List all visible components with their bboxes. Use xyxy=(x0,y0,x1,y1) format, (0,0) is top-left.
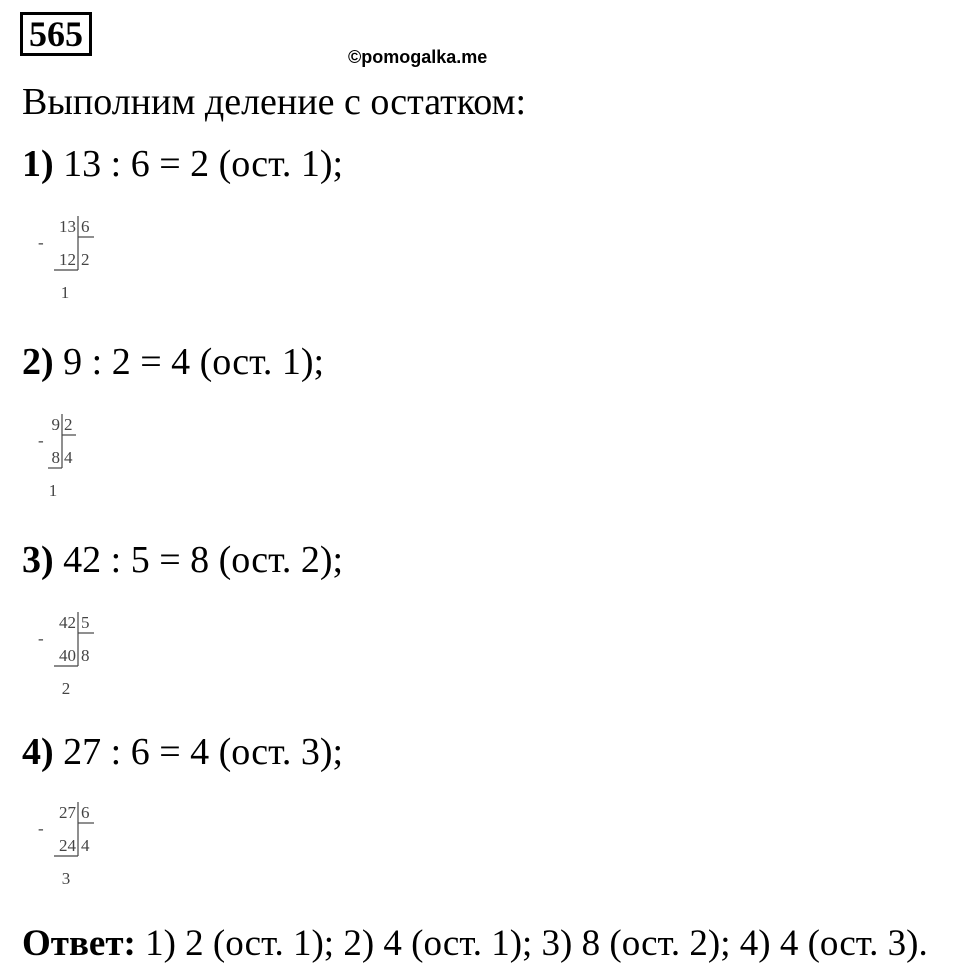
remainder: 1 xyxy=(60,283,70,302)
divisor: 5 xyxy=(81,613,90,632)
product: 12 xyxy=(59,250,76,269)
remainder: 2 xyxy=(61,679,71,698)
task-number: 565 xyxy=(20,12,92,56)
item-4-long-division xyxy=(38,798,118,895)
product: 8 xyxy=(51,448,60,467)
minus-sign: - xyxy=(38,233,44,252)
item-2-long-division xyxy=(38,410,118,507)
product: 24 xyxy=(59,836,76,855)
divisor: 2 xyxy=(64,415,73,434)
item-2-expression: 9 : 2 = 4 (ост. 1); xyxy=(63,341,325,383)
item-3-line xyxy=(22,538,343,582)
quotient: 4 xyxy=(64,448,73,467)
item-3-expression: 42 : 5 = 8 (ост. 2); xyxy=(63,539,344,581)
minus-sign: - xyxy=(38,819,44,838)
item-4-expression: 27 : 6 = 4 (ост. 3); xyxy=(63,731,344,773)
watermark: ©pomogalka.me xyxy=(348,47,488,67)
item-2-line xyxy=(22,340,324,384)
quotient: 4 xyxy=(81,836,90,855)
quotient: 2 xyxy=(81,250,90,269)
divisor: 6 xyxy=(81,803,90,822)
item-1-expression: 13 : 6 = 2 (ост. 1); xyxy=(63,143,344,185)
item-3-long-division xyxy=(38,608,118,705)
dividend: 42 xyxy=(59,613,76,632)
item-4-line xyxy=(22,730,343,774)
dividend: 27 xyxy=(59,803,76,822)
remainder: 1 xyxy=(48,481,58,500)
minus-sign: - xyxy=(38,431,44,450)
answer-label: Ответ: xyxy=(22,923,136,964)
item-1-number: 1) xyxy=(22,143,54,185)
item-3-number: 3) xyxy=(22,539,54,581)
dividend: 13 xyxy=(59,217,76,236)
minus-sign: - xyxy=(38,629,44,648)
item-4-number: 4) xyxy=(22,731,54,773)
product: 40 xyxy=(59,646,76,665)
quotient: 8 xyxy=(81,646,90,665)
answer-line xyxy=(22,922,928,966)
answer-text: 1) 2 (ост. 1); 2) 4 (ост. 1); 3) 8 (ост. 2); 4) 4 (ост. 3). xyxy=(145,923,928,964)
remainder: 3 xyxy=(61,869,71,888)
intro-text: Выполним деление с остатком: xyxy=(22,81,527,123)
divisor: 6 xyxy=(81,217,90,236)
dividend: 9 xyxy=(51,415,60,434)
item-1-long-division xyxy=(38,212,118,309)
item-2-number: 2) xyxy=(22,341,54,383)
item-1-line xyxy=(22,142,343,186)
